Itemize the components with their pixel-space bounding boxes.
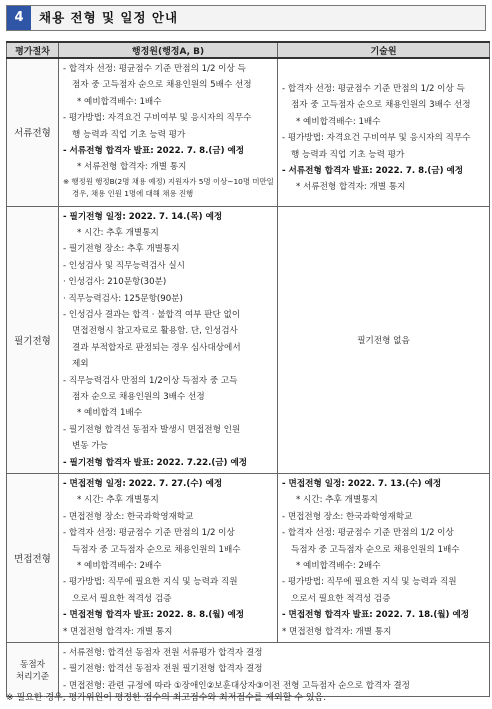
text-line: - 면접전형: 관련 규정에 따라 ①장애인②보훈대상자③이전 전형 고득점자 순으로 합격자 결정 xyxy=(63,680,410,691)
text-line: - 인성검사 결과는 합격 · 불합격 여부 판단 없이 xyxy=(63,309,241,320)
header-tech: 기술원 xyxy=(278,42,490,58)
text-line: - 필기전형 합격자 발표: 2022. 7.22.(금) 예정 xyxy=(63,457,248,468)
text-line: - 서류전형 합격자 발표: 2022. 7. 8.(금) 예정 xyxy=(63,146,245,157)
text-line: * 예비합격배수: 1배수 xyxy=(77,96,162,107)
written-tech: 필기전형 없음 xyxy=(278,206,490,474)
text-line: - 면접전형 합격자 발표: 2022. 8. 8.(월) 예정 xyxy=(63,610,245,621)
document-tech xyxy=(278,58,490,206)
text-line: ※ 행정원 행정B(2명 채용 예정) 지원자가 5명 이상~10명 미만일 xyxy=(63,176,274,186)
interview-tech xyxy=(278,474,490,643)
text-line: 점자 순으로 채용인원의 3배수 선정 xyxy=(72,391,205,402)
text-line: - 인성검사 및 직무능력검사 실시 xyxy=(63,260,185,271)
text-line: 점자 중 고득점자 순으로 채용인원의 5배수 선정 xyxy=(72,80,252,91)
text-line: 행 능력과 직업 기초 능력 평가 xyxy=(291,149,405,160)
text-line: * 시간: 추후 개별통지 xyxy=(296,495,378,506)
section-number: 4 xyxy=(7,6,31,30)
text-line: · 직무능력검사: 125문항(90분) xyxy=(63,293,183,304)
text-line: - 면접전형 일정: 2022. 7. 13.(수) 예정 xyxy=(282,479,442,489)
schedule-table xyxy=(6,41,490,697)
label-tie xyxy=(7,643,59,697)
interview-admin xyxy=(59,474,278,643)
text-line: 경우, 채용 인원 1명에 대해 채용 진행 xyxy=(72,188,194,198)
text-line: 면접전형시 참고자료로 활용함. 단, 인성검사 xyxy=(72,326,238,337)
text-line: 행 능력과 직업 기초 능력 평가 xyxy=(72,129,186,140)
label-document: 서류전형 xyxy=(7,58,59,206)
text-line: 변동 가능 xyxy=(72,441,108,452)
text-line: - 면접전형 일정: 2022. 7. 27.(수) 예정 xyxy=(63,479,223,489)
text-line: * 예비합격배수: 1배수 xyxy=(296,116,381,127)
text-line: * 서류전형 합격자: 개별 통지 xyxy=(77,162,187,173)
section-header xyxy=(6,5,486,31)
text-line: * 면접전형 합격자: 개별 통지 xyxy=(63,626,173,637)
text-line: - 직무능력검사 만점의 1/2이상 득점자 중 고득 xyxy=(63,375,238,386)
text-line: 득점자 중 고득점자 순으로 채용인원의 1배수 xyxy=(291,544,460,555)
text-line: - 면접전형 장소: 한국과학영재학교 xyxy=(282,511,413,522)
text-line: - 평가방법: 직무에 필요한 지식 및 능력과 직원 xyxy=(63,577,238,588)
text-line: - 합격자 선정: 평균점수 기준 만점의 1/2 이상 득 xyxy=(63,64,246,74)
header-admin: 행정원(행정A, B) xyxy=(59,42,278,58)
text-line: 결과 부적합자로 판정되는 경우 심사대상에서 xyxy=(72,342,241,353)
row-interview xyxy=(7,474,490,643)
header-stage: 평가절차 xyxy=(7,42,59,58)
text-line: - 필기전형 일정: 2022. 7. 14.(목) 예정 xyxy=(63,211,223,222)
text-line: * 서류전형 합격자: 개별 통지 xyxy=(296,182,406,193)
text-line: - 서류전형: 합격선 동점자 전원 서류평가 합격자 결정 xyxy=(63,648,263,659)
text-line: - 평가방법: 자격요건 구비여부 및 응시자의 직무수 xyxy=(282,133,471,144)
text-line: * 면접전형 합격자: 개별 통지 xyxy=(282,626,392,637)
text-line: - 합격자 선정: 평균점수 기준 만점의 1/2 이상 득 xyxy=(282,84,465,94)
text-line: - 필기전형: 합격선 동점자 전원 필기전형 합격자 결정 xyxy=(63,664,263,675)
label-tie-line1: 동점자 xyxy=(20,659,45,670)
text-line: * 시간: 추후 개별통지 xyxy=(77,227,159,238)
label-interview: 면접전형 xyxy=(7,474,59,643)
text-line: - 평가방법: 자격요건 구비여부 및 응시자의 직무수 xyxy=(63,113,252,124)
section-title: 채용 전형 및 일정 안내 xyxy=(39,10,179,25)
text-line: * 시간: 추후 개별통지 xyxy=(77,495,159,506)
text-line: - 면접전형 장소: 한국과학영재학교 xyxy=(63,511,194,522)
text-line: - 합격자 선정: 평균점수 기준 만점의 1/2 이상 xyxy=(282,528,454,539)
row-document-screening xyxy=(7,58,490,206)
text-line: 득점자 중 고득점자 순으로 채용인원의 1배수 xyxy=(72,544,241,555)
text-line: - 합격자 선정: 평균점수 기준 만점의 1/2 이상 xyxy=(63,528,235,539)
document-admin xyxy=(59,58,278,206)
tie-rules xyxy=(59,643,490,697)
label-written: 필기전형 xyxy=(7,206,59,474)
text-line: - 서류전형 합격자 발표: 2022. 7. 8.(금) 예정 xyxy=(282,166,464,177)
text-line: 제외 xyxy=(72,359,89,370)
row-written-exam xyxy=(7,206,490,474)
text-line: - 면접전형 합격자 발표: 2022. 7. 18.(월) 예정 xyxy=(282,610,470,621)
text-line: - 필기전형 합격선 동점자 발생시 면접전형 인원 xyxy=(63,424,241,435)
text-line: 으로서 필요한 적격성 검증 xyxy=(291,593,391,604)
footnote: ※ 필요한 경우, 평가위원이 평정한 점수의 최고점수와 최저점수를 제외할 수 있음. xyxy=(6,693,327,703)
text-line: 으로서 필요한 적격성 검증 xyxy=(72,593,172,604)
text-line: 점자 중 고득점자 순으로 채용인원의 3배수 선정 xyxy=(291,100,471,111)
text-line: · 인성검사: 210문항(30분) xyxy=(63,277,167,288)
written-admin xyxy=(59,206,278,474)
text-line: * 예비합격배수: 2배수 xyxy=(77,561,162,572)
text-line: * 예비합격배수: 2배수 xyxy=(296,561,381,572)
label-tie-line2: 처리기준 xyxy=(15,671,50,682)
row-tie-break xyxy=(7,643,490,697)
text-line: * 예비합격 1배수 xyxy=(77,408,143,419)
text-line: - 평가방법: 직무에 필요한 지식 및 능력과 직원 xyxy=(282,577,457,588)
text-line: - 필기전형 장소: 추후 개별통지 xyxy=(63,244,180,255)
table-header-row xyxy=(7,42,490,58)
